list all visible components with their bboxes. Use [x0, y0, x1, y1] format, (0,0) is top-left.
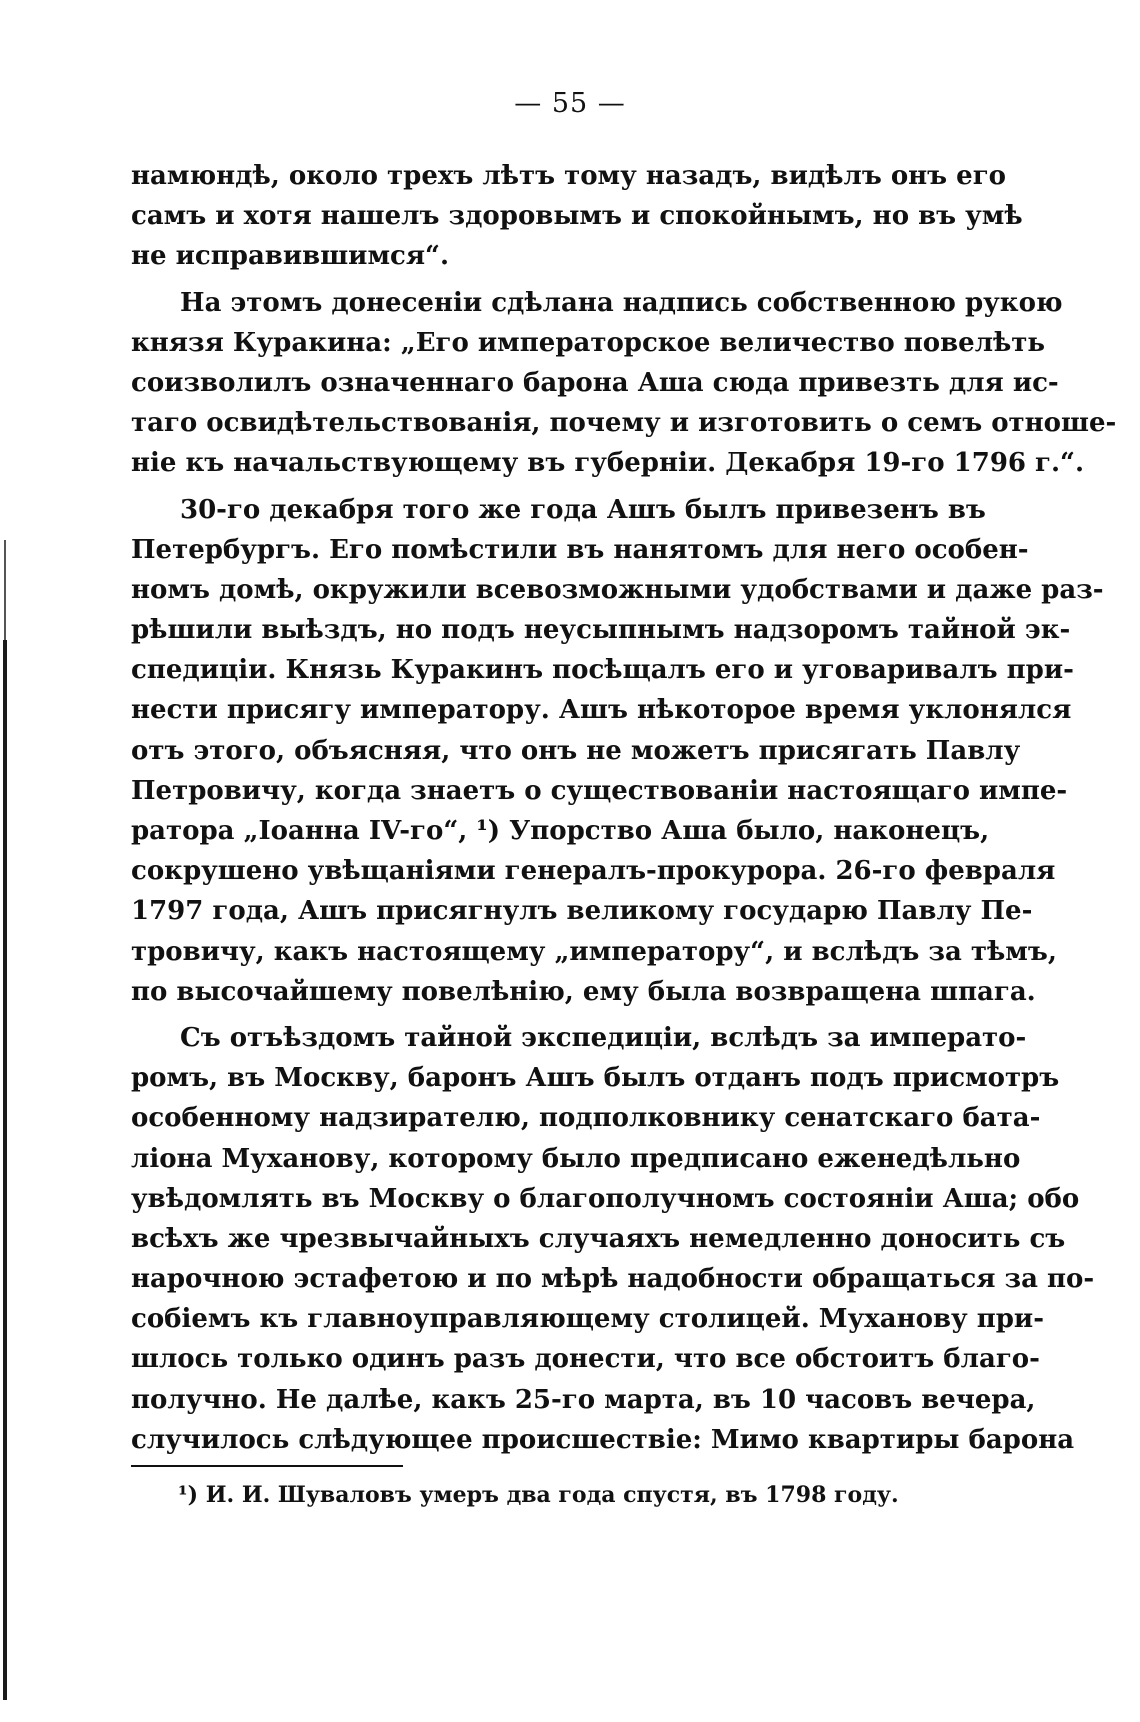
- paragraph: [131, 490, 1104, 1012]
- text-line: отъ этого, объясняя, что онъ не можетъ присягать Павлу: [131, 735, 1021, 766]
- text-line: шлось только одинъ разъ донести, что все обстоитъ благо-: [131, 1344, 1040, 1375]
- text-line: рѣшили выѣздъ, но подъ неусыпнымъ надзоромъ тайной эк-: [131, 615, 1071, 646]
- scan-binding-edge: [3, 640, 7, 1700]
- text-line: сокрушено увѣщанiями генералъ-прокурора. 26-го февраля: [131, 856, 1056, 887]
- text-line: нiе къ начальствующему въ губернiи. Декабря 19-го 1796 г.“.: [131, 448, 1085, 479]
- footnote-separator: [131, 1465, 403, 1467]
- text-line: 1797 года, Ашъ присягнулъ великому государю Павлу Пе-: [131, 896, 1033, 927]
- paragraph: [131, 283, 1117, 484]
- text-line: ратора „Iоанна IV-го“, ¹) Упорство Аша было, наконецъ,: [131, 816, 990, 846]
- footnote-marker: ¹): [178, 1482, 199, 1508]
- text-line: увѣдомлять въ Москву о благополучномъ состоянiи Аша; обо: [131, 1183, 1080, 1214]
- paragraph: [131, 1018, 1095, 1460]
- footnote-text: И. И. Шуваловъ умеръ два года спустя, въ 1798 году.: [205, 1482, 899, 1508]
- text-line: На этомъ донесенiи сдѣлана надпись собственною рукою: [180, 287, 1063, 318]
- text-line: соизволилъ означеннаго барона Аша сюда привезть для ис-: [131, 367, 1059, 398]
- text-line: особенному надзирателю, подполковнику сенатскаго бата-: [131, 1103, 1041, 1134]
- text-line: князя Куракина: „Его императорское величество повелѣть: [131, 327, 1046, 358]
- text-line: случилось слѣдующее происшествiе: Мимо квартиры барона: [131, 1424, 1075, 1455]
- text-line: лiона Муханову, которому было предписано еженедѣльно: [131, 1143, 1021, 1174]
- text-line: нарочною эстафетою и по мѣрѣ надобности обращаться за по-: [131, 1264, 1095, 1295]
- footnote: [178, 1482, 899, 1508]
- text-line: ромъ, въ Москву, баронъ Ашъ былъ отданъ подъ присмотръ: [131, 1063, 1060, 1094]
- text-line: по высочайшему повелѣнiю, ему была возвращена шпага.: [131, 976, 1036, 1007]
- body-text: [131, 156, 1117, 1466]
- text-line: номъ домѣ, окружили всевозможными удобствами и даже раз-: [131, 574, 1104, 605]
- paragraph: [131, 156, 1023, 277]
- text-line: самъ и хотя нашелъ здоровымъ и спокойнымъ, но въ умѣ: [131, 201, 1023, 232]
- text-line: намюндѣ, около трехъ лѣтъ тому назадъ, видѣлъ онъ его: [131, 161, 1006, 191]
- text-line: 30-го декабря того же года Ашъ былъ привезенъ въ: [180, 494, 986, 525]
- scan-margin-mark: [4, 540, 6, 640]
- text-line: Петербургъ. Его помѣстили въ нанятомъ для него особен-: [131, 534, 1029, 565]
- text-line: Съ отъѣздомъ тайной экспедицiи, вслѣдъ за императо-: [180, 1022, 1027, 1053]
- text-line: собiемъ къ главноуправляющему столицей. Муханову при-: [131, 1304, 1044, 1335]
- text-line: тровичу, какъ настоящему „императору“, и вслѣдъ за тѣмъ,: [131, 936, 1057, 967]
- text-line: спедицiи. Князь Куракинъ посѣщалъ его и уговаривалъ при-: [131, 655, 1074, 686]
- page-number: — 55 —: [514, 88, 626, 119]
- text-line: таго освидѣтельствованiя, почему и изготовить о семъ отноше-: [131, 408, 1117, 439]
- text-line: получно. Не далѣе, какъ 25-го марта, въ 10 часовъ вечера,: [131, 1384, 1036, 1415]
- text-line: всѣхъ же чрезвычайныхъ случаяхъ немедленно доносить съ: [131, 1223, 1066, 1254]
- text-line: Петровичу, когда знаетъ о существованiи настоящаго импе-: [131, 775, 1068, 806]
- text-line: нести присягу императору. Ашъ нѣкоторое время уклонялся: [131, 695, 1072, 726]
- text-line: не исправившимся“.: [131, 241, 450, 272]
